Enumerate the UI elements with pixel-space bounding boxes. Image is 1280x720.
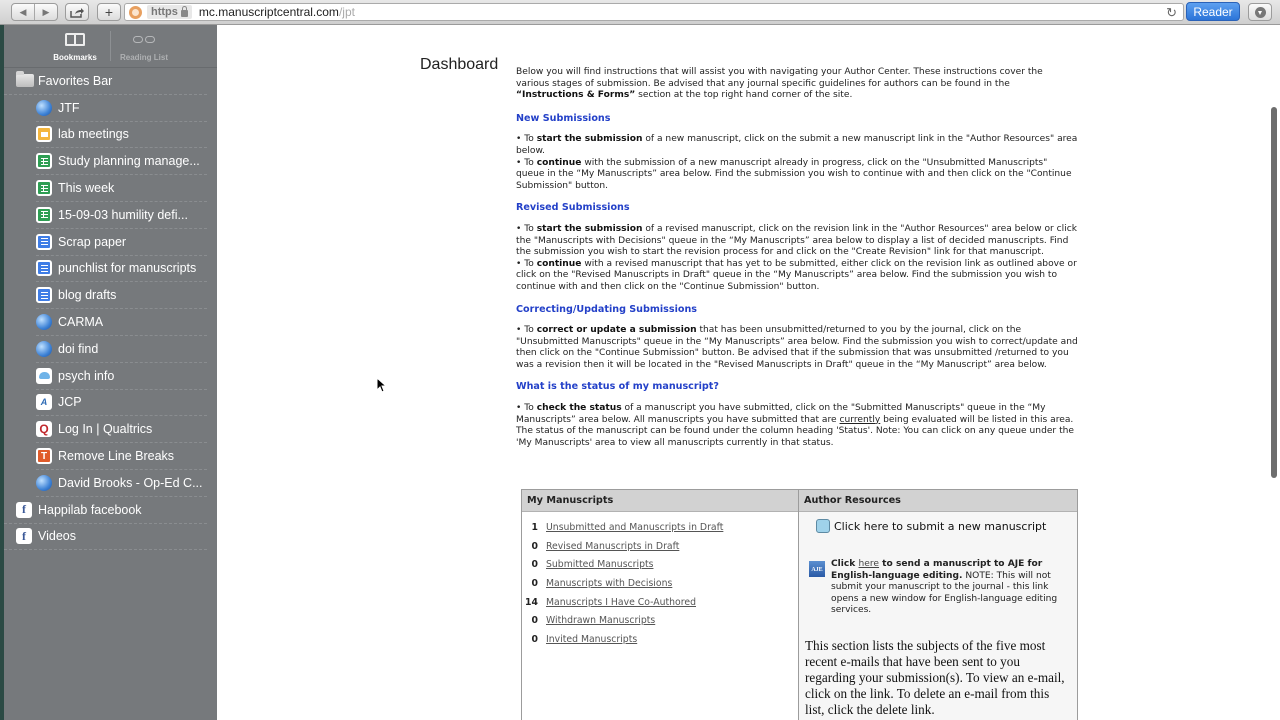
bookmark-videos[interactable] [4, 524, 207, 551]
queue-link-unsubmitted[interactable]: Unsubmitted and Manuscripts in Draft [546, 521, 724, 533]
author-resources-heading: Author Resources [799, 490, 1077, 512]
queue-link-revised-draft[interactable]: Revised Manuscripts in Draft [546, 540, 680, 552]
queue-link-invited[interactable]: Invited Manuscripts [546, 633, 638, 645]
bookmark-label: Favorites Bar [38, 73, 113, 88]
submit-new-manuscript-link[interactable] [816, 519, 1077, 533]
book-icon [65, 33, 85, 46]
bookmark-list [4, 68, 217, 550]
queue-row [522, 518, 798, 537]
intro-text: Below you will find instructions that will assist you with navigating your Author Center. These instructions cover the various stages of submission. Be advised that any journal specific guidelines for authors can be found in the “Instructions & Forms” section at the top right hand corner of the site. [516, 67, 1043, 101]
bookmark-label: lab meetings [58, 127, 129, 142]
divider [110, 31, 111, 61]
bookmark-label: Happilab facebook [38, 502, 142, 517]
queue-link-withdrawn[interactable]: Withdrawn Manuscripts [546, 615, 656, 627]
queue-link-decisions[interactable]: Manuscripts with Decisions [546, 577, 673, 589]
tab-bookmarks[interactable] [45, 29, 105, 62]
https-badge [147, 5, 192, 19]
browser-toolbar [0, 0, 1280, 25]
bookmark-label: punchlist for manuscripts [58, 261, 197, 276]
bookmark-qualtrics[interactable] [36, 416, 207, 443]
spreadsheet-icon [36, 207, 52, 223]
queue-row [522, 574, 798, 593]
bookmark-label: Log In | Qualtrics [58, 422, 153, 437]
bookmark-label: CARMA [58, 315, 104, 330]
url-host: mc.manuscriptcentral.com [198, 5, 339, 19]
bookmark-label: Scrap paper [58, 234, 127, 249]
downloads-button[interactable] [1248, 3, 1272, 21]
queue-count: 0 [531, 540, 538, 552]
heading-revised-submissions: Revised Submissions [516, 202, 630, 214]
reader-button[interactable]: Reader [1186, 2, 1240, 21]
submit-label: Click here to submit a new manuscript [834, 519, 1047, 533]
lock-icon [181, 10, 188, 17]
share-button[interactable] [65, 3, 89, 21]
heading-new-submissions: New Submissions [516, 112, 611, 124]
globe-icon [36, 100, 52, 116]
qualtrics-logo-icon: Q [36, 421, 52, 437]
tab-reading-list[interactable] [114, 29, 174, 62]
queue-count: 14 [525, 596, 538, 608]
bookmark-label: This week [58, 181, 115, 196]
aje-logo-icon: AJE [809, 561, 825, 577]
bookmark-scrap-paper[interactable] [36, 229, 207, 256]
back-button[interactable]: ◀ [19, 6, 27, 17]
globe-icon [36, 341, 52, 357]
globe-icon [36, 314, 52, 330]
author-resources-panel [799, 490, 1077, 720]
globe-icon [36, 475, 52, 491]
bookmark-label: Remove Line Breaks [58, 449, 175, 464]
bookmark-label: psych info [58, 368, 115, 383]
bookmarks-sidebar [4, 25, 217, 720]
queue-row [522, 593, 798, 612]
correcting-submissions-text: • To correct or update a submission that has been unsubmitted/returned to you by the journal, click on the "Unsubmitted Manuscripts" queue in the “My Manuscripts” area below. Find the submission you wish to correct/update and then click on the "Continue Submission" button. Be advised that if the submission that was unsubmitted /returned to you was a revision then it will be located in the "Revised Manuscripts in Draft" queue in the “My Manuscript” area below. [516, 325, 1078, 370]
document-icon [36, 287, 52, 303]
heading-status: What is the status of my manuscript? [516, 381, 719, 393]
glasses-icon [133, 36, 155, 43]
new-submissions-text: • To start the submission of a new manuscript, click on the submit a new manuscript link in the "Author Resources" area below. • To continue with the submission of a new manuscript already in progress, click on the "Unsubmitted Manuscripts" queue in the “My Manuscripts” area below. Find the submission you wish to continue with and then click on the "Continue Submission" button. [516, 134, 1078, 191]
new-tab-button[interactable]: + [97, 3, 121, 21]
queue-row [522, 537, 798, 556]
aje-editing-note: AJE Click here to send a manuscript to AJE for English-language editing. NOTE: This will not submit your manuscript to the journal - this link opens a new window for English-language editing services. [809, 559, 1069, 617]
bookmark-study-planning[interactable] [36, 148, 207, 175]
facebook-icon: f [16, 528, 32, 544]
queue-count: 1 [531, 521, 538, 533]
vertical-scrollbar[interactable] [1271, 107, 1277, 478]
email-section-text: This section lists the subjects of the five most recent e-mails that have been sent to you regarding your submission(s). To view an e-mail, click on the link. To delete an e-mail from this list, click the delete link. [805, 637, 1065, 717]
tab-label: Reading List [119, 53, 168, 62]
dashboard-boxes [521, 489, 1078, 720]
tab-label: Bookmarks [53, 53, 97, 62]
bookmark-doi-find[interactable] [36, 336, 207, 363]
instructions [516, 67, 1078, 459]
bookmark-jcp[interactable] [36, 390, 207, 417]
bookmark-psych-info[interactable] [36, 363, 207, 390]
slides-icon [36, 126, 52, 142]
url-scheme: https [151, 6, 178, 18]
download-icon [1255, 7, 1266, 18]
bookmark-carma[interactable] [36, 309, 207, 336]
bookmark-remove-line-breaks[interactable] [36, 443, 207, 470]
revised-submissions-text: • To start the submission of a revised manuscript, click on the revision link in the "Author Resources" area below or click the "Manuscripts with Decisions" queue in the “My Manuscripts” area below to display a list of decided manuscripts. Find the submission you wish to start the revision process for and click on the "Create Revision" link for that manuscript. • To continue with a revised manuscript that has yet to be submitted, either click on the revision link as outlined above or click on the "Revised Manuscripts in Draft" queue in the “My Manuscripts” area below. Find the submission you wish to continue with and then click on the "Continue Submission" button. [516, 223, 1077, 292]
queue-row [522, 611, 798, 630]
bookmark-this-week[interactable] [36, 175, 207, 202]
my-manuscripts-heading: My Manuscripts [522, 490, 798, 512]
tool-logo-icon: T [36, 448, 52, 464]
status-text: • To check the status of a manuscript you have submitted, click on the "Submitted Manuscripts" queue in the “My Manuscripts” area below. All manuscripts you have submitted that are currently being evaluated will be listed in this area. The status of the manuscript can be found under the column heading 'Status'. Note: You can click on any queue under the 'My Manuscripts' area to view all manuscripts currently in that status. [516, 403, 1074, 448]
spreadsheet-icon [36, 180, 52, 196]
share-icon [70, 7, 84, 18]
page-content [217, 25, 1280, 720]
document-icon [36, 234, 52, 250]
url-path: /jpt [338, 5, 355, 19]
queue-link-submitted[interactable]: Submitted Manuscripts [546, 559, 654, 571]
bookmark-happilab-facebook[interactable] [4, 497, 207, 524]
bookmark-folder-favorites-bar[interactable] [4, 68, 207, 95]
reload-icon[interactable]: ↻ [1166, 5, 1177, 20]
back-forward-group [11, 3, 58, 21]
bookmark-label: blog drafts [58, 288, 117, 303]
aje-here-link[interactable]: here [858, 559, 880, 569]
queue-count: 0 [531, 633, 538, 645]
bookmark-jtf[interactable] [36, 95, 207, 122]
heading-correcting-submissions: Correcting/Updating Submissions [516, 303, 698, 315]
queue-count: 0 [531, 577, 538, 589]
spreadsheet-icon [36, 153, 52, 169]
forward-button[interactable]: ▶ [42, 6, 50, 17]
queue-list [522, 512, 798, 649]
bookmark-label: David Brooks - Op-Ed C... [58, 475, 203, 490]
folder-icon [16, 74, 34, 87]
bookmark-label: doi find [58, 341, 99, 356]
bookmark-humility[interactable] [36, 202, 207, 229]
sidebar-tabs [4, 25, 217, 68]
jcp-logo-icon: A [36, 394, 52, 410]
queue-row [522, 555, 798, 574]
my-manuscripts-panel [522, 490, 799, 720]
bookmark-label: Videos [38, 529, 76, 544]
bookmark-blog-drafts[interactable] [36, 282, 207, 309]
address-bar[interactable] [124, 3, 1184, 21]
page-title: Dashboard [420, 56, 499, 73]
cloud-icon [36, 368, 52, 384]
bookmark-label: JCP [58, 395, 82, 410]
bookmark-label: 15-09-03 humility defi... [58, 207, 188, 222]
queue-count: 0 [531, 559, 538, 571]
bookmark-david-brooks[interactable] [36, 470, 207, 497]
site-favicon-icon [129, 6, 142, 19]
bookmark-punchlist[interactable] [36, 256, 207, 283]
document-icon [36, 260, 52, 276]
submit-manuscript-icon [816, 519, 830, 533]
facebook-icon: f [16, 502, 32, 518]
bookmark-label: JTF [58, 100, 80, 115]
bookmark-label: Study planning manage... [58, 154, 200, 169]
queue-count: 0 [531, 615, 538, 627]
queue-link-co-authored[interactable]: Manuscripts I Have Co-Authored [546, 596, 696, 608]
queue-row [522, 630, 798, 649]
bookmark-lab-meetings[interactable] [36, 122, 207, 149]
